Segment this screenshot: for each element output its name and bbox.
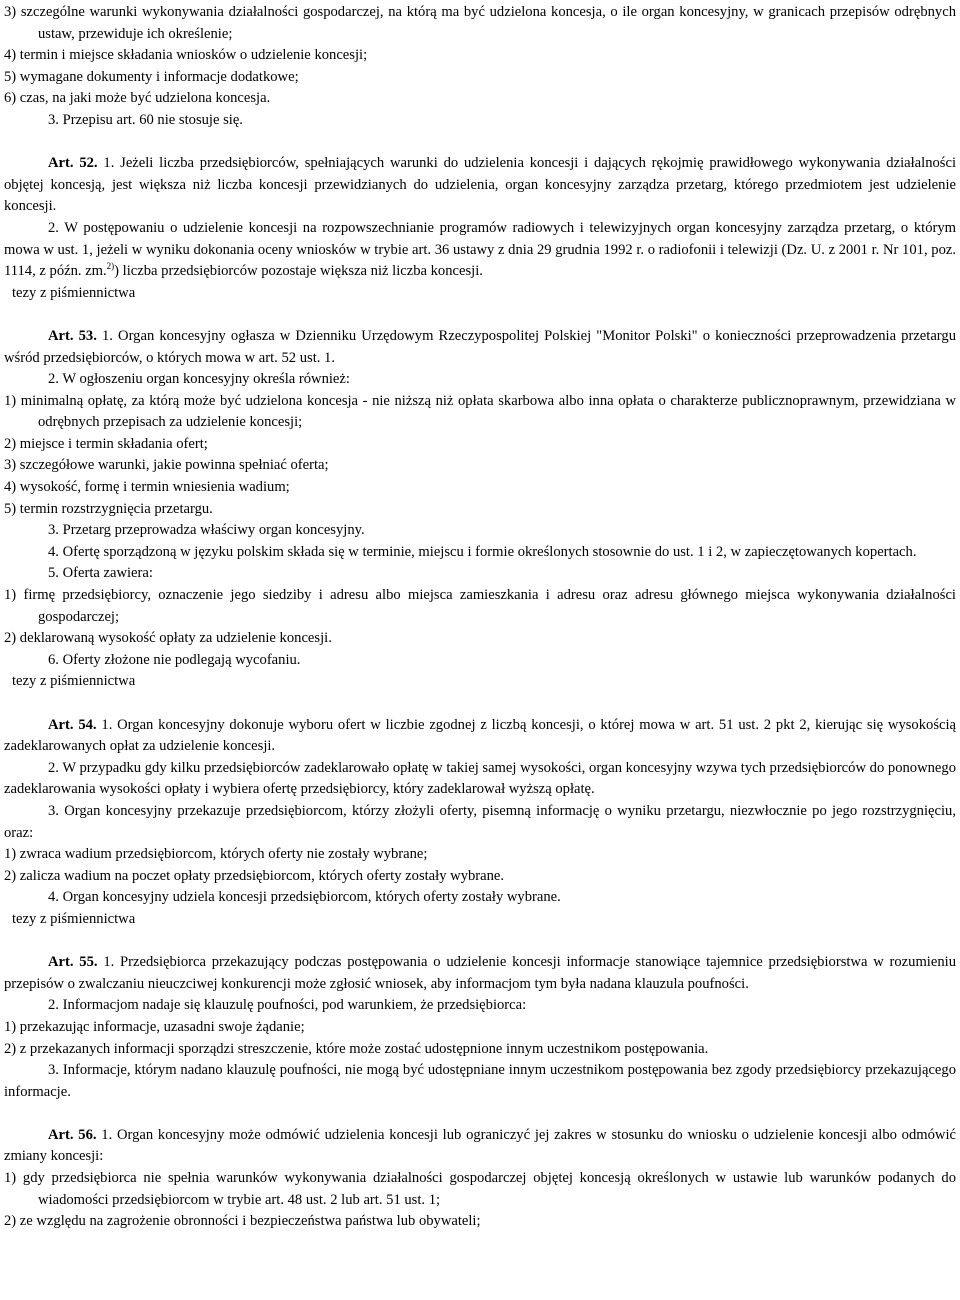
commentary-link[interactable]: tezy z piśmiennictwa bbox=[12, 910, 136, 927]
article-55-paragraph-1: Art. 55. 1. Przedsiębiorca przekazujący podczas postępowania o udzielenie koncesji informacje stanowiące tajemnice przedsiębiorstwa w rozumieniu przepisów o zwalczaniu nieuczciwej konkurencji może zgłosić wniosek, aby informacjom tym była nadana klauzula poufności. bbox=[4, 954, 956, 992]
article-54-paragraph-1: Art. 54. 1. Organ koncesyjny dokonuje wyboru ofert w liczbie zgodnej z liczbą koncesji, o której mowa w art. 51 ust. 2 pkt 2, kierując się wysokością zadeklarowanych opłat za udzielenie koncesji. bbox=[4, 716, 957, 755]
paragraph: 3. Informacje, którym nadano klauzulę poufności, nie mogą być udostępniane innym uczestnikom postępowania bez zgody przedsiębiorcy przekazującego informacje. bbox=[4, 1062, 956, 1100]
list-item: 5) termin rozstrzygnięcia przetargu. bbox=[4, 500, 213, 517]
list-item: 2) miejsce i termin składania ofert; bbox=[4, 435, 208, 452]
paragraph: 6. Oferty złożone nie podlegają wycofaniu. bbox=[48, 651, 301, 668]
commentary-link[interactable]: tezy z piśmiennictwa bbox=[12, 673, 136, 690]
list-item: 1) minimalną opłatę, za którą może być udzielona koncesja - nie niższą niż opłata skarbowa albo inna opłata o charakterze publicznoprawnym, przewidziana w odrębnych przepisach za udzielenie koncesji; bbox=[4, 392, 956, 431]
list-item: 1) firmę przedsiębiorcy, oznaczenie jego siedziby i adresu albo miejsca zamieszkania i adresu oraz adresu głównego miejsca wykonywania działalności gospodarczej; bbox=[4, 587, 956, 625]
article-heading: Art. 55. bbox=[48, 954, 98, 971]
paragraph: 3. Organ koncesyjny przekazuje przedsiębiorcom, którzy złożyli oferty, pisemną informację o wyniku przetargu, niezwłocznie po jego rozstrzygnięciu, oraz: bbox=[4, 802, 956, 841]
paragraph: 4. Organ koncesyjny udziela koncesji przedsiębiorcom, których oferty zostały wybrane. bbox=[48, 889, 561, 906]
paragraph: 3. Przepisu art. 60 nie stosuje się. bbox=[48, 111, 243, 128]
list-item: 2) zalicza wadium na poczet opłaty przedsiębiorcom, których oferty zostały wybrane. bbox=[4, 867, 505, 884]
article-heading: Art. 52. bbox=[48, 155, 98, 172]
paragraph: 2. W przypadku gdy kilku przedsiębiorców zadeklarowało opłatę w takiej samej wysokości, organ koncesyjny wzywa tych przedsiębiorców do ponownego zadeklarowania wysokości opłaty i wybiera ofertę przedsiębiorcy, który zadeklarował wyższą opłatę. bbox=[4, 759, 956, 798]
list-item: 6) czas, na jaki może być udzielona koncesja. bbox=[4, 90, 271, 107]
commentary-link[interactable]: tezy z piśmiennictwa bbox=[12, 284, 136, 301]
paragraph: 2. W ogłoszeniu organ koncesyjny określa również: bbox=[48, 371, 350, 388]
list-item: 5) wymagane dokumenty i informacje dodatkowe; bbox=[4, 68, 299, 85]
list-item: 3) szczególne warunki wykonywania działalności gospodarczej, na którą ma być udzielona koncesja, o ile organ koncesyjny, w granicach przepisów odrębnych ustaw, przewiduje ich określenie; bbox=[4, 4, 956, 42]
list-item: 4) wysokość, formę i termin wniesienia wadium; bbox=[4, 479, 290, 496]
article-56-paragraph-1: Art. 56. 1. Organ koncesyjny może odmówić udzielenia koncesji lub ograniczyć jej zakres w stosunku do wniosku o udzielenie koncesji albo odmówić zmiany koncesji: bbox=[4, 1126, 956, 1165]
article-heading: Art. 56. bbox=[48, 1126, 97, 1143]
paragraph: 2. Informacjom nadaje się klauzulę poufności, pod warunkiem, że przedsiębiorca: bbox=[48, 997, 527, 1014]
list-item: 2) z przekazanych informacji sporządzi streszczenie, które może zostać udostępnione innym uczestnikom postępowania. bbox=[4, 1040, 709, 1057]
article-heading: Art. 54. bbox=[48, 716, 97, 733]
article-heading: Art. 53. bbox=[48, 327, 97, 344]
list-item: 2) deklarowaną wysokość opłaty za udzielenie koncesji. bbox=[4, 630, 332, 647]
list-item: 1) gdy przedsiębiorca nie spełnia warunków wykonywania działalności gospodarczej objętej koncesją określonych w ustawie lub warunków podanych do wiadomości przedsiębiorcom w trybie art. 48 ust. 2 lub art. 51 ust. 1; bbox=[4, 1170, 956, 1208]
article-52-paragraph-2: 2. W postępowaniu o udzielenie koncesji na rozpowszechnianie programów radiowych i telewizyjnych organ koncesyjny zarządza przetarg, o którym mowa w ust. 1, jeżeli w wyniku dokonania oceny wniosków w trybie art. 36 ustawy z dnia 29 grudnia 1992 r. o radiofonii i telewizji (Dz. U. z 2001 r. Nr 101, poz. 1114, z późn. zm.$^{2)}$) liczba przedsiębiorców pozostaje większa niż liczba koncesji. bbox=[4, 219, 956, 280]
list-item: 1) zwraca wadium przedsiębiorcom, których oferty nie zostały wybrane; bbox=[4, 846, 428, 863]
paragraph: 5. Oferta zawiera: bbox=[48, 565, 153, 582]
article-52-paragraph-1: Art. 52. 1. Jeżeli liczba przedsiębiorców, spełniających warunki do udzielenia koncesji i dających rękojmię prawidłowego wykonywania działalności objętej koncesją, jest większa niż liczba koncesji przewidzianych do udzielenia, organ koncesyjny zarządza przetarg, którego przedmiotem jest udzielenie koncesji. bbox=[4, 155, 956, 215]
list-item: 3) szczegółowe warunki, jakie powinna spełniać oferta; bbox=[4, 457, 329, 474]
list-item: 4) termin i miejsce składania wniosków o udzielenie koncesji; bbox=[4, 47, 368, 64]
paragraph: 4. Ofertę sporządzoną w języku polskim składa się w terminie, miejscu i formie określonych stosownie do ust. 1 i 2, w zapieczętowanych kopertach. bbox=[48, 543, 917, 560]
article-53-paragraph-1: Art. 53. 1. Organ koncesyjny ogłasza w Dzienniku Urzędowym Rzeczypospolitej Polskiej "Monitor Polski" o konieczności przeprowadzenia przetargu wśród przedsiębiorców, o których mowa w art. 52 ust. 1. bbox=[4, 327, 956, 366]
paragraph: 3. Przetarg przeprowadza właściwy organ koncesyjny. bbox=[48, 522, 365, 539]
list-item: 1) przekazując informacje, uzasadni swoje żądanie; bbox=[4, 1018, 305, 1035]
list-item: 2) ze względu na zagrożenie obronności i bezpieczeństwa państwa lub obywateli; bbox=[4, 1213, 481, 1230]
footnote-ref[interactable]: 2) bbox=[106, 261, 115, 272]
